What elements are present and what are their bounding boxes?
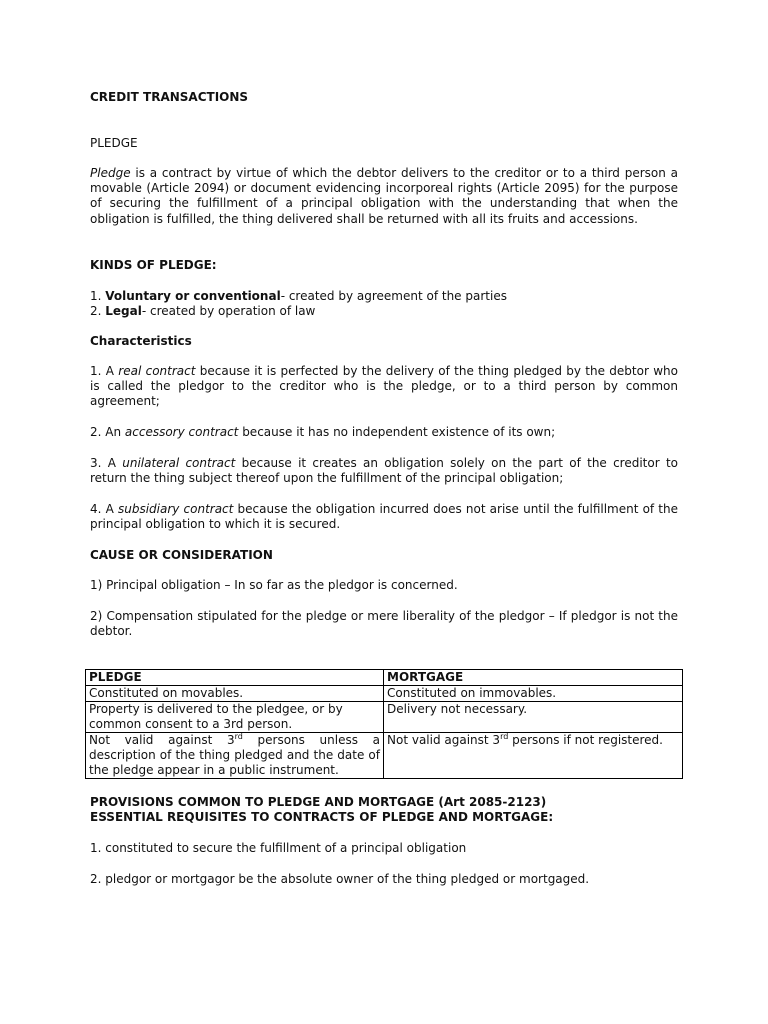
cell-text: persons if not registered. bbox=[508, 733, 663, 747]
document-title: CREDIT TRANSACTIONS bbox=[90, 90, 249, 104]
table-row bbox=[86, 686, 683, 702]
requisite-item: 2. pledgor or mortgagor be the absolute owner of the thing pledged or mortgaged. bbox=[90, 872, 590, 886]
kinds-item bbox=[90, 289, 678, 304]
item-term: real contract bbox=[118, 364, 196, 378]
table-row bbox=[86, 702, 683, 733]
pledge-mortgage-comparison-table bbox=[85, 669, 683, 779]
item-term: unilateral contract bbox=[122, 456, 236, 470]
table-header-cell: PLEDGE bbox=[86, 670, 384, 686]
superscript: rd bbox=[234, 732, 243, 741]
item-text: because the obligation incurred does not arise until the fulfillment of the principal obligation to which it is secured. bbox=[90, 502, 679, 532]
item-text: because it creates an obligation solely on the part of the creditor to return the thing subject thereof upon the fulfillment of the principal obligation; bbox=[90, 456, 678, 486]
table-header-cell: MORTGAGE bbox=[384, 670, 683, 686]
characteristic-item bbox=[90, 502, 678, 532]
characteristic-item bbox=[90, 456, 678, 486]
cell-text: persons unless a description of the thing pledged and the date of the pledge appear in a public instrument. bbox=[89, 733, 380, 777]
superscript: rd bbox=[500, 732, 509, 741]
item-term: Voluntary or conventional bbox=[105, 289, 281, 303]
cause-heading: CAUSE OR CONSIDERATION bbox=[90, 548, 273, 562]
item-number: 2. bbox=[90, 304, 106, 318]
kinds-item bbox=[90, 304, 678, 319]
item-text: - created by operation of law bbox=[141, 304, 316, 318]
requisites-heading: ESSENTIAL REQUISITES TO CONTRACTS OF PLEDGE AND MORTGAGE: bbox=[90, 810, 554, 824]
item-text: because it has no independent existence of its own; bbox=[238, 425, 556, 439]
table-cell bbox=[86, 733, 384, 779]
characteristics-heading: Characteristics bbox=[90, 334, 192, 348]
characteristic-item bbox=[90, 364, 678, 410]
table-cell: Constituted on movables. bbox=[86, 686, 384, 702]
kinds-heading: KINDS OF PLEDGE: bbox=[90, 258, 217, 272]
cell-text: Not valid against 3 bbox=[89, 733, 235, 747]
table-cell: Property is delivered to the pledgee, or by common consent to a 3rd person. bbox=[86, 702, 384, 733]
definition-text: is a contract by virtue of which the debtor delivers to the creditor or to a third person a movable (Article 2094) or document evidencing incorporeal rights (Article 2095) for the purpose of securing the fulfillment of a principal obligation with the understanding that when the obligation is fulfilled, the thing delivered shall be returned with all its fruits and accessions. bbox=[90, 166, 678, 226]
table-cell bbox=[384, 733, 683, 779]
item-number: 4. A bbox=[90, 502, 118, 516]
item-text: - created by agreement of the parties bbox=[280, 289, 507, 303]
table-cell: Constituted on immovables. bbox=[384, 686, 683, 702]
item-number: 3. A bbox=[90, 456, 123, 470]
section-heading-pledge: PLEDGE bbox=[90, 136, 138, 150]
item-term: accessory contract bbox=[124, 425, 239, 439]
item-number: 2. An bbox=[90, 425, 125, 439]
item-number: 1. A bbox=[90, 364, 119, 378]
cause-item: 2) Compensation stipulated for the pledge or mere liberality of the pledgor – If pledgor is not the debtor. bbox=[90, 609, 678, 639]
cell-text: Not valid against 3 bbox=[387, 733, 501, 747]
requisite-item: 1. constituted to secure the fulfillment of a principal obligation bbox=[90, 841, 467, 855]
characteristic-item bbox=[90, 425, 678, 440]
item-text: because it is perfected by the delivery of the thing pledged by the debtor who is called the pledgor to the creditor who is the pledge, or to a third person by common agreement; bbox=[90, 364, 678, 409]
pledge-definition bbox=[90, 166, 678, 227]
cause-item: 1) Principal obligation – In so far as the pledgor is concerned. bbox=[90, 578, 458, 592]
table-cell: Delivery not necessary. bbox=[384, 702, 683, 733]
definition-term: Pledge bbox=[90, 166, 131, 180]
table-row bbox=[86, 733, 683, 779]
provisions-heading: PROVISIONS COMMON TO PLEDGE AND MORTGAGE (Art 2085-2123) bbox=[90, 795, 547, 809]
item-number: 1. bbox=[90, 289, 106, 303]
table-header-row bbox=[86, 670, 683, 686]
item-term: Legal bbox=[105, 304, 142, 318]
item-term: subsidiary contract bbox=[117, 502, 234, 516]
